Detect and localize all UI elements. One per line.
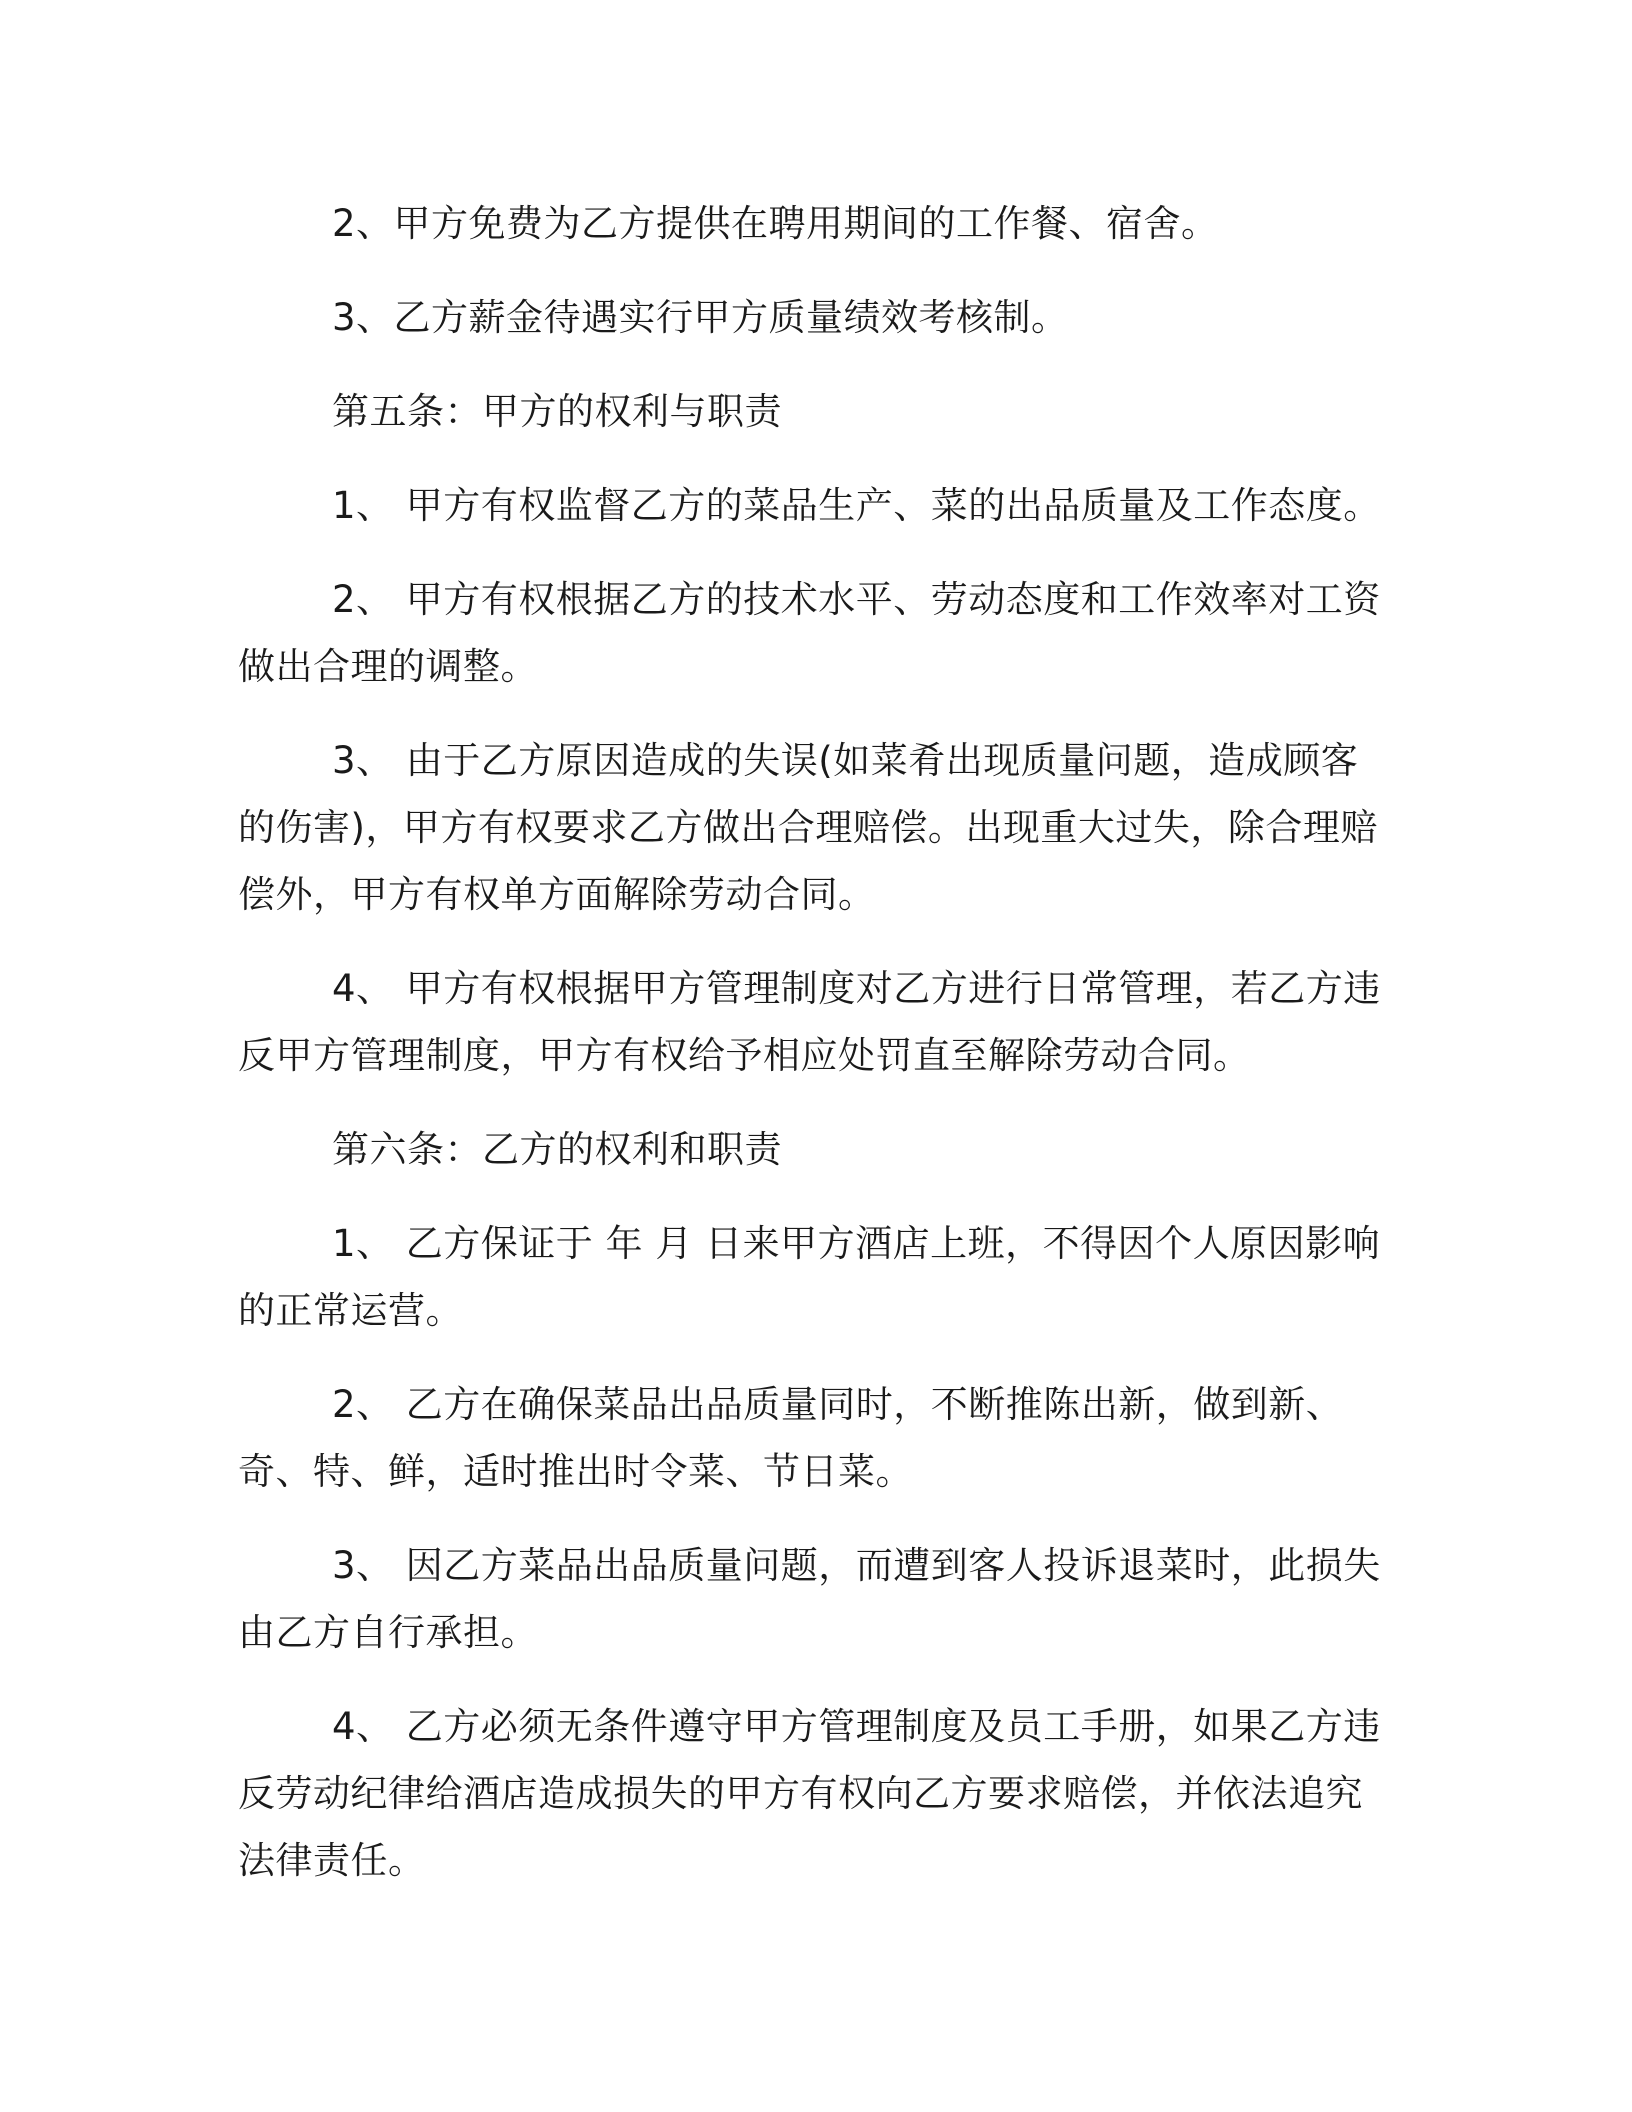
paragraph-article5-item3: 3、 由于乙方原因造成的失误(如菜肴出现质量问题，造成顾客的伤害)，甲方有权要求乙方做出合理赔偿。出现重大过失，除合理赔偿外，甲方有权单方面解除劳动合同。 [238,739,1378,916]
paragraph-article6-item4: 4、 乙方必须无条件遵守甲方管理制度及员工手册，如果乙方违反劳动纪律给酒店造成损失的甲方有权向乙方要求赔偿，并依法追究法律责任。 [238,1705,1381,1882]
paragraph-article6-item1: 1、 乙方保证于 年 月 日来甲方酒店上班，不得因个人原因影响的正常运营。 [238,1222,1381,1332]
document-body [238,190,1388,1921]
paragraph-article5-item2: 2、 甲方有权根据乙方的技术水平、劳动态度和工作效率对工资做出合理的调整。 [238,578,1381,688]
article-6-heading: 第六条：乙方的权利和职责 [332,1128,782,1171]
paragraph-salary-assessment: 3、乙方薪金待遇实行甲方质量绩效考核制。 [332,296,1069,339]
paragraph-meals-housing: 2、甲方免费为乙方提供在聘用期间的工作餐、宿舍。 [332,202,1219,245]
paragraph-article6-item2: 2、 乙方在确保菜品出品质量同时，不断推陈出新，做到新、奇、特、鲜，适时推出时令菜、节日菜。 [238,1383,1344,1493]
paragraph-article5-item4: 4、 甲方有权根据甲方管理制度对乙方进行日常管理，若乙方违反甲方管理制度，甲方有权给予相应处罚直至解除劳动合同。 [238,967,1381,1077]
paragraph-article5-item1: 1、 甲方有权监督乙方的菜品生产、菜的出品质量及工作态度。 [332,484,1381,527]
paragraph-article6-item3: 3、 因乙方菜品出品质量问题，而遭到客人投诉退菜时，此损失由乙方自行承担。 [238,1544,1381,1654]
article-5-heading: 第五条：甲方的权利与职责 [332,390,782,433]
